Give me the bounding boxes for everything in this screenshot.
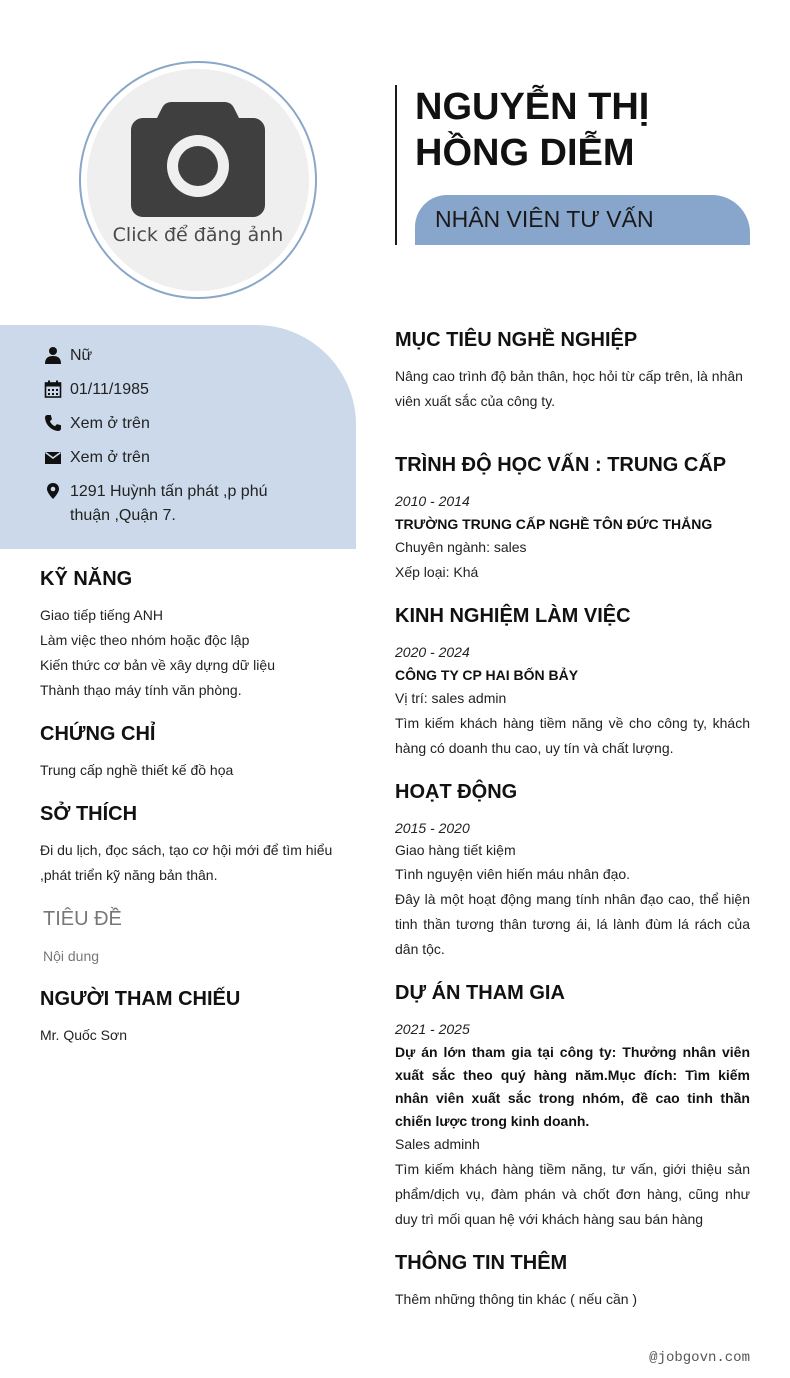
activity-item: Tình nguyện viên hiến máu nhân đạo. [395,866,631,882]
education-period: 2010 - 2014 [395,493,470,509]
email-text: Xem ở trên [70,449,150,466]
education-heading: TRÌNH ĐỘ HỌC VẤN : TRUNG CẤP [395,454,727,476]
name-line-1: NGUYỄN THỊ [415,86,650,128]
education-school: TRƯỜNG TRUNG CẤP NGHỀ TÔN ĐỨC THẮNG [395,516,713,532]
candidate-name [415,84,755,176]
skill-item: Giao tiếp tiếng ANH [40,607,163,623]
contact-email [44,446,344,470]
activity-item: Giao hàng tiết kiệm [395,842,516,858]
reference-item: Mr. Quốc Sơn [40,1027,127,1043]
phone-text: Xem ở trên [70,415,150,432]
references-heading: NGƯỜI THAM CHIẾU [40,988,241,1010]
contact-birthday [44,378,344,402]
education-grade: Xếp loại: Khá [395,564,479,580]
objective-line-1: Nâng cao trình độ bản thân, học hỏi từ cấp trên, là nhân [395,368,743,384]
education-major: Chuyên ngành: sales [395,539,527,555]
extra-info-heading: THÔNG TIN THÊM [395,1252,568,1274]
mail-icon [44,448,62,466]
contact-address [44,480,344,528]
brand-watermark: @jobgovn.com [649,1350,750,1366]
activities-description: Đây là một hoạt động mang tính nhân đạo cao, thể hiện tinh thần tương thân tương ái, lá lành đùm lá rách của dân tộc. [395,891,750,957]
objective-heading: MỤC TIÊU NGHỀ NGHIỆP [395,329,638,351]
extra-info-content: Thêm những thông tin khác ( nếu cần ) [395,1291,638,1307]
projects-heading: DỰ ÁN THAM GIA [395,982,565,1004]
experience-heading: KINH NGHIỆM LÀM VIỆC [395,605,631,627]
certificate-item: Trung cấp nghề thiết kế đồ họa [40,762,234,778]
phone-icon [44,414,62,432]
name-line-2: HỒNG DIỄM [415,132,635,174]
address-line-1: 1291 Huỳnh tấn phát ,p phú [70,483,268,500]
address-line-2: thuận ,Quận 7. [70,507,176,524]
experience-period: 2020 - 2024 [395,644,470,660]
person-icon [44,346,62,364]
hobbies-heading: SỞ THÍCH [40,803,138,825]
experience-description: Tìm kiếm khách hàng tiềm năng về cho công ty, khách hàng có doanh thu cao, uy tín và chất lượng. [395,715,750,756]
experience-position: Vị trí: sales admin [395,690,507,706]
certificates-heading: CHỨNG CHỈ [40,723,156,745]
projects-description: Tìm kiếm khách hàng tiềm năng, tư vấn, giới thiệu sản phẩm/dịch vụ, đàm phán và chốt đơn hàng, cũng như duy trì mối quan hệ với khách hàng sau bán hàng [395,1161,750,1227]
skill-item: Kiến thức cơ bản về xây dựng dữ liệu [40,657,275,673]
activities-period: 2015 - 2020 [395,820,470,836]
camera-icon[interactable] [131,102,265,217]
birthday-text: 01/11/1985 [70,381,149,398]
projects-headline: Dự án lớn tham gia tại công ty: Thưởng nhân viên xuất sắc theo quý hàng năm.Mục đích: Tìm kiếm nhân viên xuất sắc trong nhóm, đề cao tinh thần chiến lược trong kinh doanh. [395,1044,750,1129]
job-title: NHÂN VIÊN TƯ VẤN [435,206,654,232]
address-text [70,480,268,528]
custom-section-title[interactable]: TIÊU ĐỀ [43,908,122,930]
activities-heading: HOẠT ĐỘNG [395,781,518,803]
custom-section-content[interactable]: Nội dung [43,948,100,964]
contact-phone [44,412,344,436]
calendar-icon [44,380,62,398]
gender-text: Nữ [70,347,93,364]
projects-role: Sales adminh [395,1136,480,1152]
header-divider [395,85,397,245]
contact-gender [44,344,344,368]
hobbies-line-2: ,phát triển kỹ năng bản thân. [40,867,218,883]
projects-period: 2021 - 2025 [395,1021,470,1037]
skills-heading: KỸ NĂNG [40,568,133,590]
hobbies-line-1: Đi du lịch, đọc sách, tạo cơ hội mới để tìm hiểu [40,842,333,858]
skill-item: Làm việc theo nhóm hoặc độc lập [40,632,250,648]
objective-line-2: viên xuất sắc của công ty. [395,393,556,409]
experience-company: CÔNG TY CP HAI BỐN BẢY [395,667,579,683]
upload-photo-caption[interactable]: Click để đăng ảnh [112,224,284,246]
location-pin-icon [44,482,62,500]
skill-item: Thành thạo máy tính văn phòng. [40,682,242,698]
